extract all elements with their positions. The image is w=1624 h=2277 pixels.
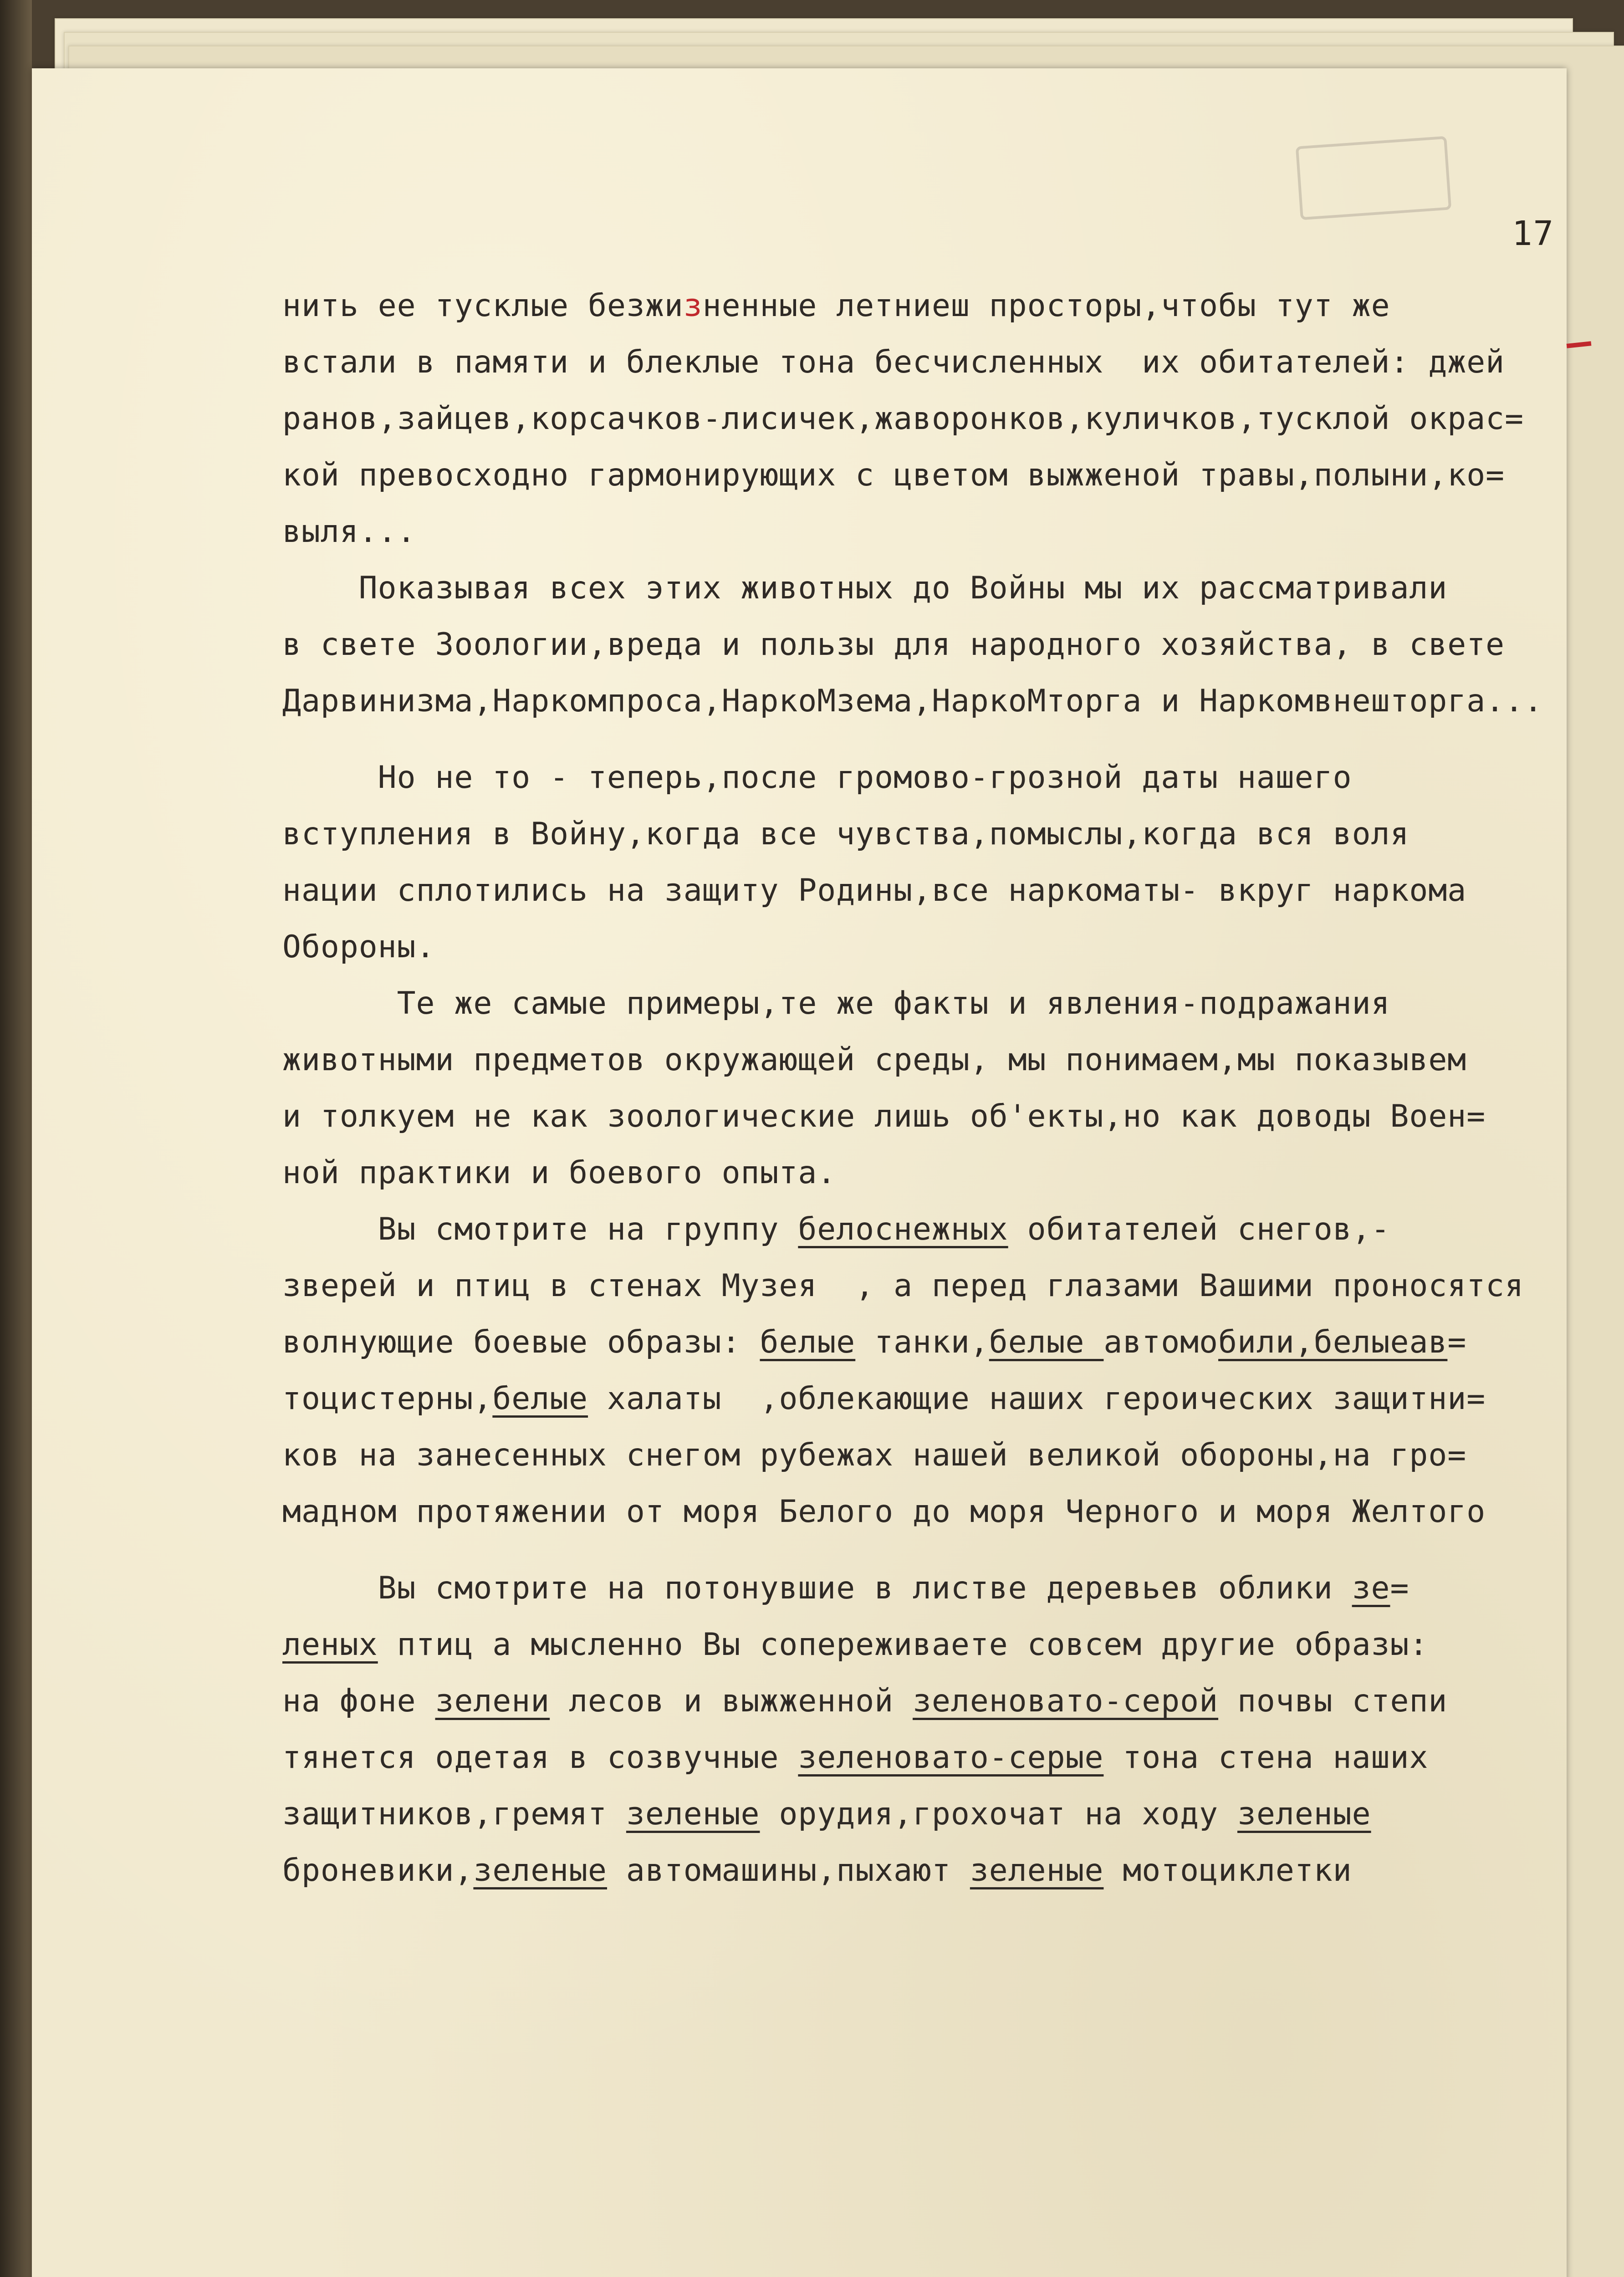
text-segment: ранов,зайцев,корсачков-лисичек,жаворонков,куличков,тусклой окрас=	[282, 401, 1524, 437]
text-segment: автомо	[1103, 1324, 1219, 1360]
text-line	[282, 560, 1594, 617]
text-segment: животными предметов окружающей среды, мы понимаем,мы показывем	[282, 1042, 1467, 1078]
text-line	[282, 1201, 1594, 1258]
text-segment: лесов и выжженной	[550, 1683, 913, 1719]
text-line	[282, 1314, 1594, 1371]
text-segment: волнующие боевые образы:	[282, 1324, 760, 1360]
text-line	[282, 1145, 1594, 1201]
underlined-word: белые	[989, 1324, 1104, 1360]
text-segment: зверей и птиц в стенах Музея , а перед глазами Вашими проносятся	[282, 1268, 1524, 1304]
text-segment: халаты ,облекающие наших героических защитни=	[588, 1381, 1486, 1417]
text-segment: тона стена наших	[1103, 1740, 1429, 1776]
text-segment: =	[1447, 1324, 1467, 1360]
underlined-word: били,белыеав	[1218, 1324, 1448, 1360]
underlined-word: леных	[282, 1627, 378, 1663]
underlined-word: белые	[492, 1381, 588, 1417]
text-segment: встали в памяти и блеклые тона бесчисленных их обитателей: джей	[282, 344, 1505, 380]
underlined-word: белые	[760, 1324, 856, 1360]
underlined-word: зелени	[435, 1683, 550, 1719]
text-segment: броневики,	[282, 1853, 474, 1889]
text-line	[282, 673, 1594, 730]
text-line	[282, 1560, 1594, 1617]
text-segment: ненные летниеш просторы,чтобы тут же	[702, 288, 1390, 324]
text-line	[282, 1427, 1594, 1484]
text-segment: Обороны.	[282, 929, 435, 965]
text-segment: Показывая всех этих животных до Войны мы их рассматривали	[358, 570, 1448, 606]
text-line	[282, 278, 1594, 334]
text-segment: выля...	[282, 514, 416, 550]
text-line	[282, 617, 1594, 673]
text-line	[282, 1088, 1594, 1145]
text-line	[282, 975, 1594, 1032]
page-number: 17	[1512, 214, 1555, 253]
underlined-word: зеленые	[970, 1853, 1104, 1889]
text-segment: Вы смотрите на потонувшие в листве деревьев облики	[378, 1570, 1352, 1606]
text-line	[282, 1258, 1594, 1314]
text-segment: мотоциклетки	[1103, 1853, 1352, 1889]
underlined-word: зеленовато-серой	[913, 1683, 1219, 1719]
text-segment: ков на занесенных снегом рубежах нашей великой обороны,на гро=	[282, 1437, 1467, 1473]
text-line	[282, 919, 1594, 975]
text-segment: кой превосходно гармонирующих с цветом выжженой травы,полыни,ко=	[282, 457, 1505, 493]
text-line	[282, 1786, 1594, 1843]
text-line	[282, 1730, 1594, 1786]
text-segment: и толкуем не как зоологические лишь об'екты,но как доводы Воен=	[282, 1098, 1486, 1134]
text-segment: тоцистерны,	[282, 1381, 493, 1417]
text-segment: вступления в Войну,когда все чувства,помыслы,когда вся воля	[282, 816, 1410, 852]
text-segment: =	[1390, 1570, 1410, 1606]
text-line	[282, 504, 1594, 560]
text-segment: нить ее тусклые безжи	[282, 288, 684, 324]
text-segment: почвы степи	[1218, 1683, 1448, 1719]
text-line	[282, 1371, 1594, 1427]
text-line	[282, 1617, 1594, 1673]
underlined-word: зеленые	[473, 1853, 607, 1889]
text-line	[282, 863, 1594, 919]
text-segment: на фоне	[282, 1683, 435, 1719]
text-segment: орудия,грохочат на ходу	[760, 1796, 1237, 1832]
text-line	[282, 334, 1594, 391]
text-line	[282, 1673, 1594, 1730]
text-segment: нации сплотились на защиту Родины,все наркоматы- вкруг наркома	[282, 873, 1467, 909]
text-line	[282, 447, 1594, 504]
text-line	[282, 1484, 1594, 1540]
text-segment: ной практики и боевого опыта.	[282, 1155, 837, 1191]
text-segment: в свете Зоологии,вреда и пользы для народного хозяйства, в свете	[282, 627, 1505, 663]
text-segment: защитников,гремят	[282, 1796, 626, 1832]
underlined-word: зеленые	[626, 1796, 760, 1832]
text-segment: Дарвинизма,Наркомпроса,НаркоМзема,НаркоМторга и Наркомвнешторга...	[282, 683, 1543, 719]
text-segment: тянется одетая в созвучные	[282, 1740, 798, 1776]
binding-shadow	[0, 0, 32, 2277]
red-correction: з	[683, 288, 703, 324]
text-line	[282, 806, 1594, 863]
text-line	[282, 1032, 1594, 1088]
underlined-word: зеленовато-серые	[798, 1740, 1104, 1776]
text-segment: мадном протяжении от моря Белого до моря Черного и моря Желтого	[282, 1494, 1486, 1530]
text-segment: Но не то - теперь,после громово-грозной даты нашего	[378, 760, 1352, 796]
underlined-word: белоснежных	[798, 1211, 1008, 1247]
text-line	[282, 391, 1594, 447]
text-segment: танки,	[855, 1324, 989, 1360]
text-segment: птиц а мысленно Вы сопереживаете совсем другие образы:	[378, 1627, 1429, 1663]
text-line	[282, 750, 1594, 806]
underlined-word: зе	[1352, 1570, 1390, 1606]
text-segment: автомашины,пыхают	[607, 1853, 970, 1889]
text-segment: обитателей снегов,-	[1008, 1211, 1390, 1247]
underlined-word: зеленые	[1237, 1796, 1371, 1832]
faded-stamp	[1296, 136, 1451, 220]
text-line	[282, 1843, 1594, 1899]
text-segment: Те же самые примеры,те же факты и явления-подражания	[397, 985, 1390, 1021]
text-segment: Вы смотрите на группу	[378, 1211, 798, 1247]
document-body	[282, 278, 1594, 1899]
